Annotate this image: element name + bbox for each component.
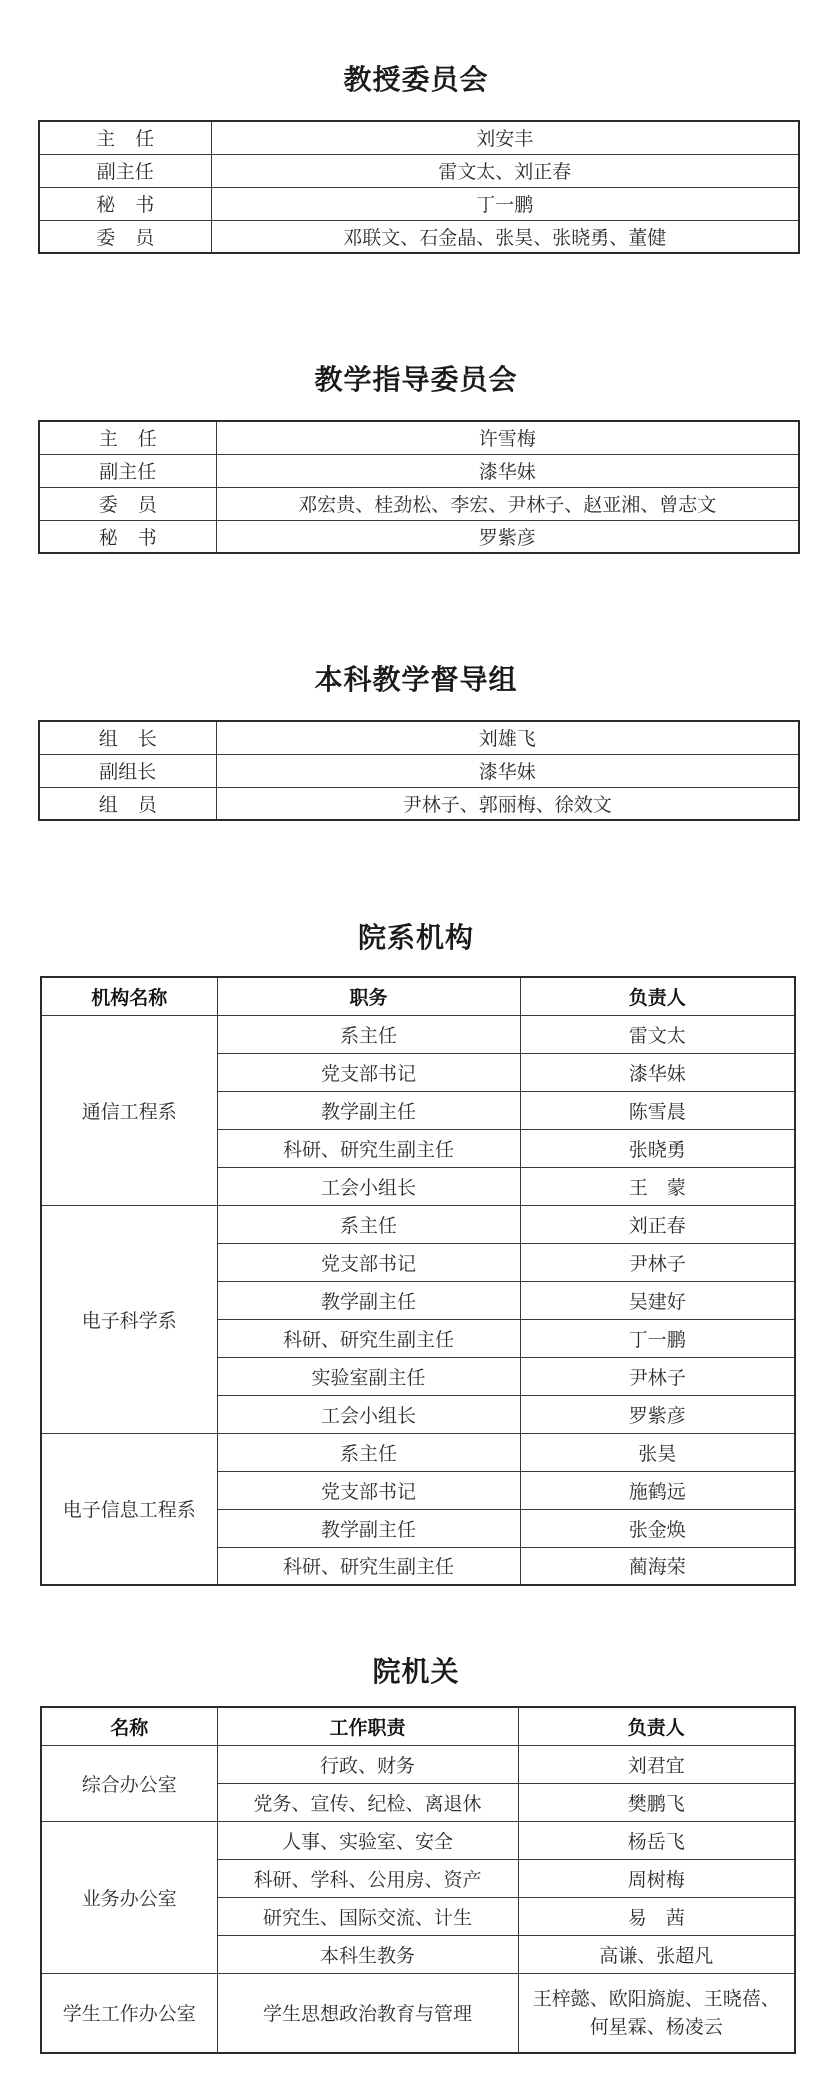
person-cell: 杨岳飞 xyxy=(518,1821,795,1859)
person-line: 何星霖、杨凌云 xyxy=(589,2015,723,2038)
table-row xyxy=(39,421,799,454)
table-row xyxy=(41,1973,795,2053)
departments-table xyxy=(40,976,796,1586)
header-cell: 名称 xyxy=(41,1707,217,1745)
role-cell: 副主任 xyxy=(39,154,211,187)
header-cell: 负责人 xyxy=(520,977,795,1015)
members-cell: 刘雄飞 xyxy=(216,721,799,754)
members-cell: 漆华妹 xyxy=(216,454,799,487)
duty-cell: 行政、财务 xyxy=(217,1745,518,1783)
position-cell: 教学副主任 xyxy=(217,1509,520,1547)
members-cell: 邓联文、石金晶、张昊、张晓勇、董健 xyxy=(211,220,799,253)
role-cell: 组长 xyxy=(39,721,216,754)
position-cell: 系主任 xyxy=(217,1433,520,1471)
header-cell: 负责人 xyxy=(518,1707,795,1745)
departments-section xyxy=(0,918,832,958)
person-cell: 漆华妹 xyxy=(520,1053,795,1091)
table-row xyxy=(41,1433,795,1471)
role-cell: 秘书 xyxy=(39,520,216,553)
table-row xyxy=(39,220,799,253)
table-row xyxy=(39,454,799,487)
position-cell: 工会小组长 xyxy=(217,1167,520,1205)
office-name-cell: 综合办公室 xyxy=(41,1745,217,1821)
position-cell: 教学副主任 xyxy=(217,1091,520,1129)
table-row xyxy=(39,187,799,220)
table-row xyxy=(39,487,799,520)
person-cell: 陈雪晨 xyxy=(520,1091,795,1129)
person-cell: 蔺海荣 xyxy=(520,1547,795,1585)
position-cell: 党支部书记 xyxy=(217,1053,520,1091)
members-cell: 罗紫彦 xyxy=(216,520,799,553)
supervision-group-section xyxy=(0,660,832,700)
duty-cell: 党务、宣传、纪检、离退休 xyxy=(217,1783,518,1821)
header-cell: 职务 xyxy=(217,977,520,1015)
members-cell: 尹林子、郭丽梅、徐效文 xyxy=(216,787,799,820)
duty-cell: 人事、实验室、安全 xyxy=(217,1821,518,1859)
person-cell: 丁一鹏 xyxy=(520,1319,795,1357)
person-cell: 尹林子 xyxy=(520,1357,795,1395)
position-cell: 党支部书记 xyxy=(217,1471,520,1509)
members-cell: 许雪梅 xyxy=(216,421,799,454)
person-cell: 刘正春 xyxy=(520,1205,795,1243)
position-cell: 党支部书记 xyxy=(217,1243,520,1281)
role-cell: 主任 xyxy=(39,421,216,454)
offices-table xyxy=(40,1706,796,2054)
person-cell: 张昊 xyxy=(520,1433,795,1471)
role-cell: 副组长 xyxy=(39,754,216,787)
teaching-committee-table xyxy=(38,420,800,554)
person-cell: 王 蒙 xyxy=(520,1167,795,1205)
supervision-group-title: 本科教学督导组 xyxy=(314,663,518,696)
person-cell: 樊鹏飞 xyxy=(518,1783,795,1821)
duty-cell: 学生思想政治教育与管理 xyxy=(217,1973,518,2053)
person-cell: 尹林子 xyxy=(520,1243,795,1281)
department-name-cell: 电子信息工程系 xyxy=(41,1433,217,1585)
table-row xyxy=(39,754,799,787)
header-cell: 机构名称 xyxy=(41,977,217,1015)
role-cell: 副主任 xyxy=(39,454,216,487)
person-cell: 施鹤远 xyxy=(520,1471,795,1509)
members-cell: 邓宏贵、桂劲松、李宏、尹林子、赵亚湘、曾志文 xyxy=(216,487,799,520)
professor-committee-title: 教授委员会 xyxy=(343,63,489,96)
members-cell: 刘安丰 xyxy=(211,121,799,154)
position-cell: 科研、研究生副主任 xyxy=(217,1319,520,1357)
office-name-cell: 业务办公室 xyxy=(41,1821,217,1973)
position-cell: 系主任 xyxy=(217,1015,520,1053)
table-row xyxy=(41,1205,795,1243)
header-row xyxy=(41,1707,795,1745)
departments-title: 院系机构 xyxy=(357,921,474,954)
role-cell: 组员 xyxy=(39,787,216,820)
person-cell: 刘君宜 xyxy=(518,1745,795,1783)
role-cell: 委员 xyxy=(39,220,211,253)
table-row xyxy=(41,1821,795,1859)
table-row xyxy=(41,1015,795,1053)
header-row xyxy=(41,977,795,1015)
person-line: 王梓懿、欧阳旖旎、王晓蓓、 xyxy=(532,1987,780,2010)
role-cell: 委员 xyxy=(39,487,216,520)
position-cell: 实验室副主任 xyxy=(217,1357,520,1395)
offices-section xyxy=(0,1652,832,1692)
position-cell: 系主任 xyxy=(217,1205,520,1243)
office-name-cell: 学生工作办公室 xyxy=(41,1973,217,2053)
person-cell xyxy=(518,1973,795,2053)
position-cell: 科研、研究生副主任 xyxy=(217,1547,520,1585)
person-cell: 吴建好 xyxy=(520,1281,795,1319)
table-row xyxy=(39,721,799,754)
members-cell: 雷文太、刘正春 xyxy=(211,154,799,187)
teaching-committee-title: 教学指导委员会 xyxy=(314,363,518,396)
position-cell: 教学副主任 xyxy=(217,1281,520,1319)
person-cell: 张晓勇 xyxy=(520,1129,795,1167)
person-cell: 张金焕 xyxy=(520,1509,795,1547)
table-row xyxy=(39,787,799,820)
person-cell: 高谦、张超凡 xyxy=(518,1935,795,1973)
person-cell: 雷文太 xyxy=(520,1015,795,1053)
members-cell: 漆华妹 xyxy=(216,754,799,787)
offices-title: 院机关 xyxy=(372,1655,460,1688)
duty-cell: 本科生教务 xyxy=(217,1935,518,1973)
department-name-cell: 电子科学系 xyxy=(41,1205,217,1433)
table-row xyxy=(39,154,799,187)
position-cell: 工会小组长 xyxy=(217,1395,520,1433)
professor-committee-section xyxy=(0,60,832,100)
supervision-group-table xyxy=(38,720,800,821)
header-cell: 工作职责 xyxy=(217,1707,518,1745)
table-row xyxy=(39,121,799,154)
department-name-cell: 通信工程系 xyxy=(41,1015,217,1205)
person-cell: 周树梅 xyxy=(518,1859,795,1897)
table-row xyxy=(41,1745,795,1783)
person-cell: 罗紫彦 xyxy=(520,1395,795,1433)
duty-cell: 研究生、国际交流、计生 xyxy=(217,1897,518,1935)
teaching-committee-section xyxy=(0,360,832,400)
table-row xyxy=(39,520,799,553)
members-cell: 丁一鹏 xyxy=(211,187,799,220)
professor-committee-table xyxy=(38,120,800,254)
person-cell: 易 茜 xyxy=(518,1897,795,1935)
position-cell: 科研、研究生副主任 xyxy=(217,1129,520,1167)
role-cell: 秘书 xyxy=(39,187,211,220)
role-cell: 主任 xyxy=(39,121,211,154)
duty-cell: 科研、学科、公用房、资产 xyxy=(217,1859,518,1897)
